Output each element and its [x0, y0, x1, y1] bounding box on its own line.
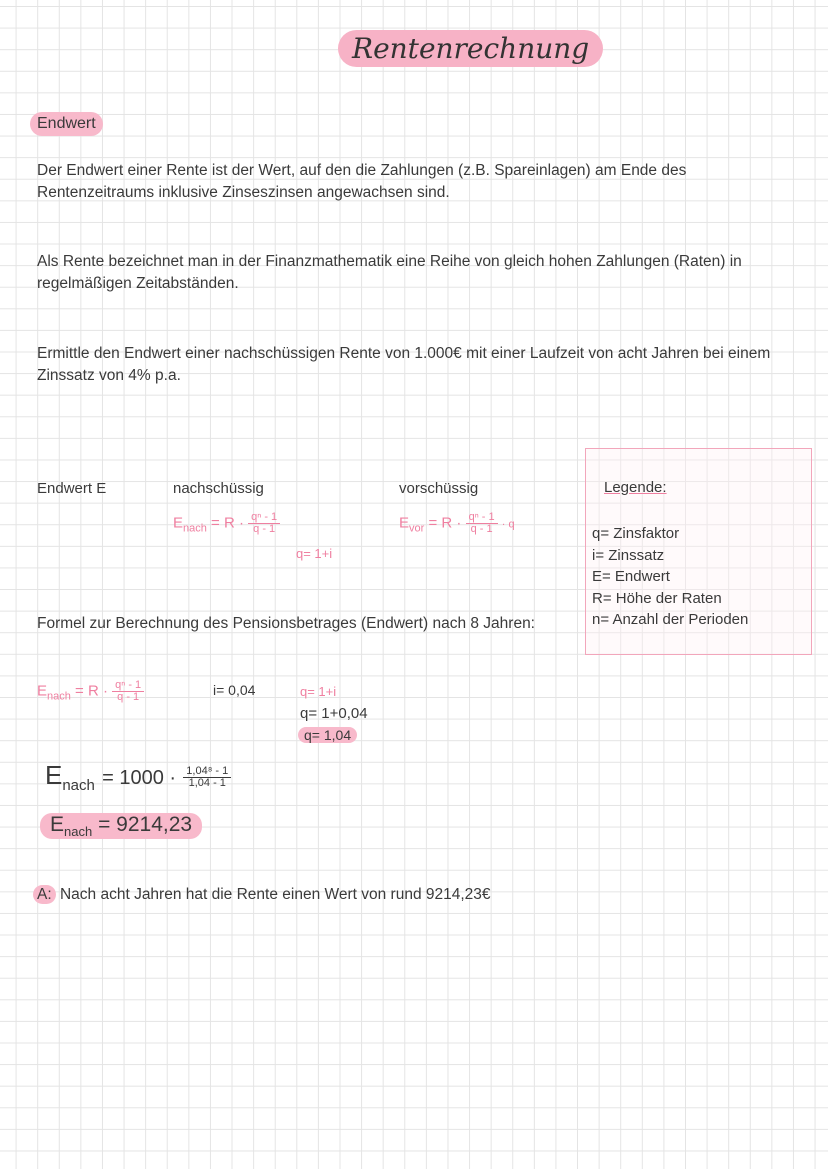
q-step-1: q= 1+i [300, 684, 337, 699]
legend-title: Legende: [604, 479, 667, 496]
legend-item: R= Höhe der Raten [592, 589, 722, 607]
section-heading: Endwert [30, 112, 103, 136]
calc-heading: Formel zur Berechnung des Pensionsbetrages (Endwert) nach 8 Jahren: [37, 615, 535, 632]
vor-label: vorschüssig [399, 480, 479, 497]
legend-box [585, 448, 812, 655]
formula-label: Endwert E [37, 480, 107, 497]
paragraph-task: Ermittle den Endwert einer nachschüssigen Rente von 1.000€ mit einer Laufzeit von acht Jahren bei einem Zinssatz von 4% p.a. [37, 345, 771, 384]
page-title: Rentenrechnung [338, 30, 603, 67]
q-result: q= 1,04 [298, 727, 357, 743]
legend-item: i= Zinssatz [592, 546, 665, 564]
formula-nach-repeat: $E_{nach} = R$ · $\frac{\text{qⁿ - 1}}{q - 1}$ [37, 680, 144, 703]
formula-nach: $E_{nach} = R$ · $\frac{\text{qⁿ - 1}}{q - 1}$ [173, 512, 280, 535]
formula-vor: $E_{vor} = R$ · $\frac{\text{qⁿ - 1}}{q - 1}$ · q [399, 511, 515, 535]
nach-label: nachschüssig [173, 480, 264, 497]
paragraph-rente: Als Rente bezeichnet man in der Finanzmathematik eine Reihe von gleich hohen Zahlungen (Raten) in regelmäßigen Zeitabständen. [37, 253, 742, 292]
answer-text: Nach acht Jahren hat die Rente einen Wert von rund 9214,23€ [59, 886, 491, 903]
q-step-2: q= 1+0,04 [300, 705, 368, 722]
result-highlight: $E_{nach} = 9214,23$ [40, 813, 202, 839]
i-value: i= 0,04 [213, 682, 256, 698]
legend-list [592, 523, 748, 631]
legend-item: q= Zinsfaktor [592, 525, 680, 542]
calc-equation: $E_{nach} = 1000$ · $\frac{\text{1,04⁸ - 1}}{1,04 - 1}$ [45, 760, 231, 794]
answer-badge: A: [33, 885, 56, 904]
answer [33, 886, 491, 904]
paragraph-definition: Der Endwert einer Rente ist der Wert, auf den die Zahlungen (z.B. Spareinlagen) am Ende des Rentenzeitraums inklusive Zinseszinsen angewachsen sind. [37, 162, 687, 201]
legend-item: n= Anzahl der Perioden [592, 611, 749, 629]
legend-item: E= Endwert [592, 568, 670, 586]
q-definition: q= 1+i [296, 546, 333, 561]
